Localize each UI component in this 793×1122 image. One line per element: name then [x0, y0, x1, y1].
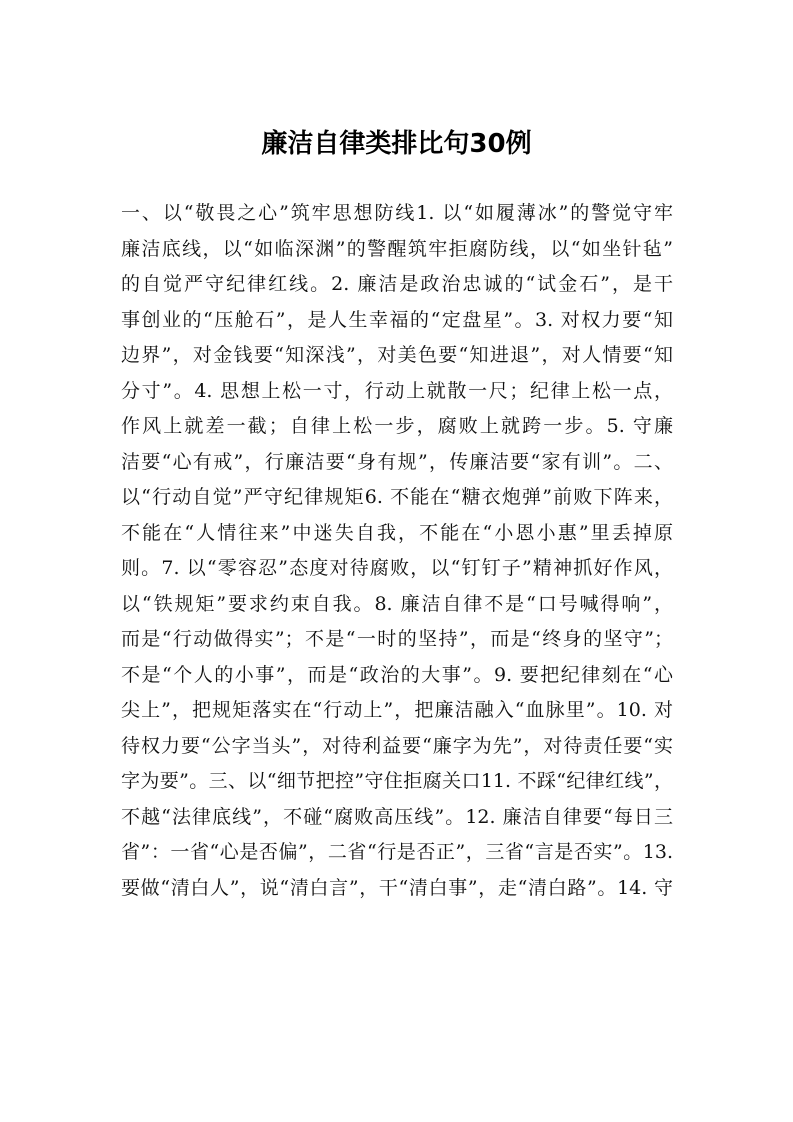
body-line: 要做“清白人”，说“清白言”，干“清白事”，走“清白路”。14. 守: [121, 876, 673, 899]
body-line: 则。7. 以“零容忍”态度对待腐败，以“钉钉子”精神抓好作风，: [121, 557, 673, 579]
body-line: 以“行动自觉”严守纪律规矩6. 不能在“糖衣炮弹”前败下阵来，: [121, 486, 673, 508]
body-line: 以“铁规矩”要求约束自我。8. 廉洁自律不是“口号喊得响”，: [121, 592, 673, 615]
body-line: 事创业的“压舱石”，是人生幸福的“定盘星”。3. 对权力要“知: [121, 308, 673, 331]
body-line: 的自觉严守纪律红线。2. 廉洁是政治忠诚的“试金石”，是干: [121, 273, 673, 295]
body-line: 不是“个人的小事”，而是“政治的大事”。9. 要把纪律刻在“心: [121, 663, 673, 686]
body-line: 尖上”，把规矩落实在“行动上”，把廉洁融入“血脉里”。10. 对: [121, 699, 673, 721]
document-body: [121, 198, 673, 908]
body-line: 边界”，对金钱要“知深浅”，对美色要“知进退”，对人情要“知: [121, 344, 673, 366]
body-line: 廉洁底线，以“如临深渊”的警醒筑牢拒腐防线，以“如坐针毡”: [121, 237, 673, 260]
body-line: 字为要”。三、以“细节把控”守住拒腐关口11. 不踩“纪律红线”，: [121, 770, 673, 792]
document-title: 廉洁自律类排比句30例: [261, 129, 532, 159]
body-line: 而是“行动做得实”；不是“一时的坚持”，而是“终身的坚守”；: [121, 628, 673, 650]
body-line: 作风上就差一截；自律上松一步，腐败上就跨一步。5. 守廉: [121, 415, 673, 437]
body-line: 待权力要“公字当头”，对待利益要“廉字为先”，对待责任要“实: [121, 734, 673, 757]
body-line: 分寸”。4. 思想上松一寸，行动上就散一尺；纪律上松一点，: [121, 379, 673, 402]
body-line: 不越“法律底线”，不碰“腐败高压线”。12. 廉洁自律要“每日三: [121, 805, 673, 828]
body-line: 省”：一省“心是否偏”，二省“行是否正”，三省“言是否实”。13.: [121, 841, 673, 863]
body-line: 不能在“人情往来”中迷失自我，不能在“小恩小惠”里丢掉原: [121, 521, 673, 544]
body-line: 洁要“心有戒”，行廉洁要“身有规”，传廉洁要“家有训”。二、: [121, 450, 673, 473]
body-line: 一、以“敬畏之心”筑牢思想防线1. 以“如履薄冰”的警觉守牢: [121, 202, 673, 224]
